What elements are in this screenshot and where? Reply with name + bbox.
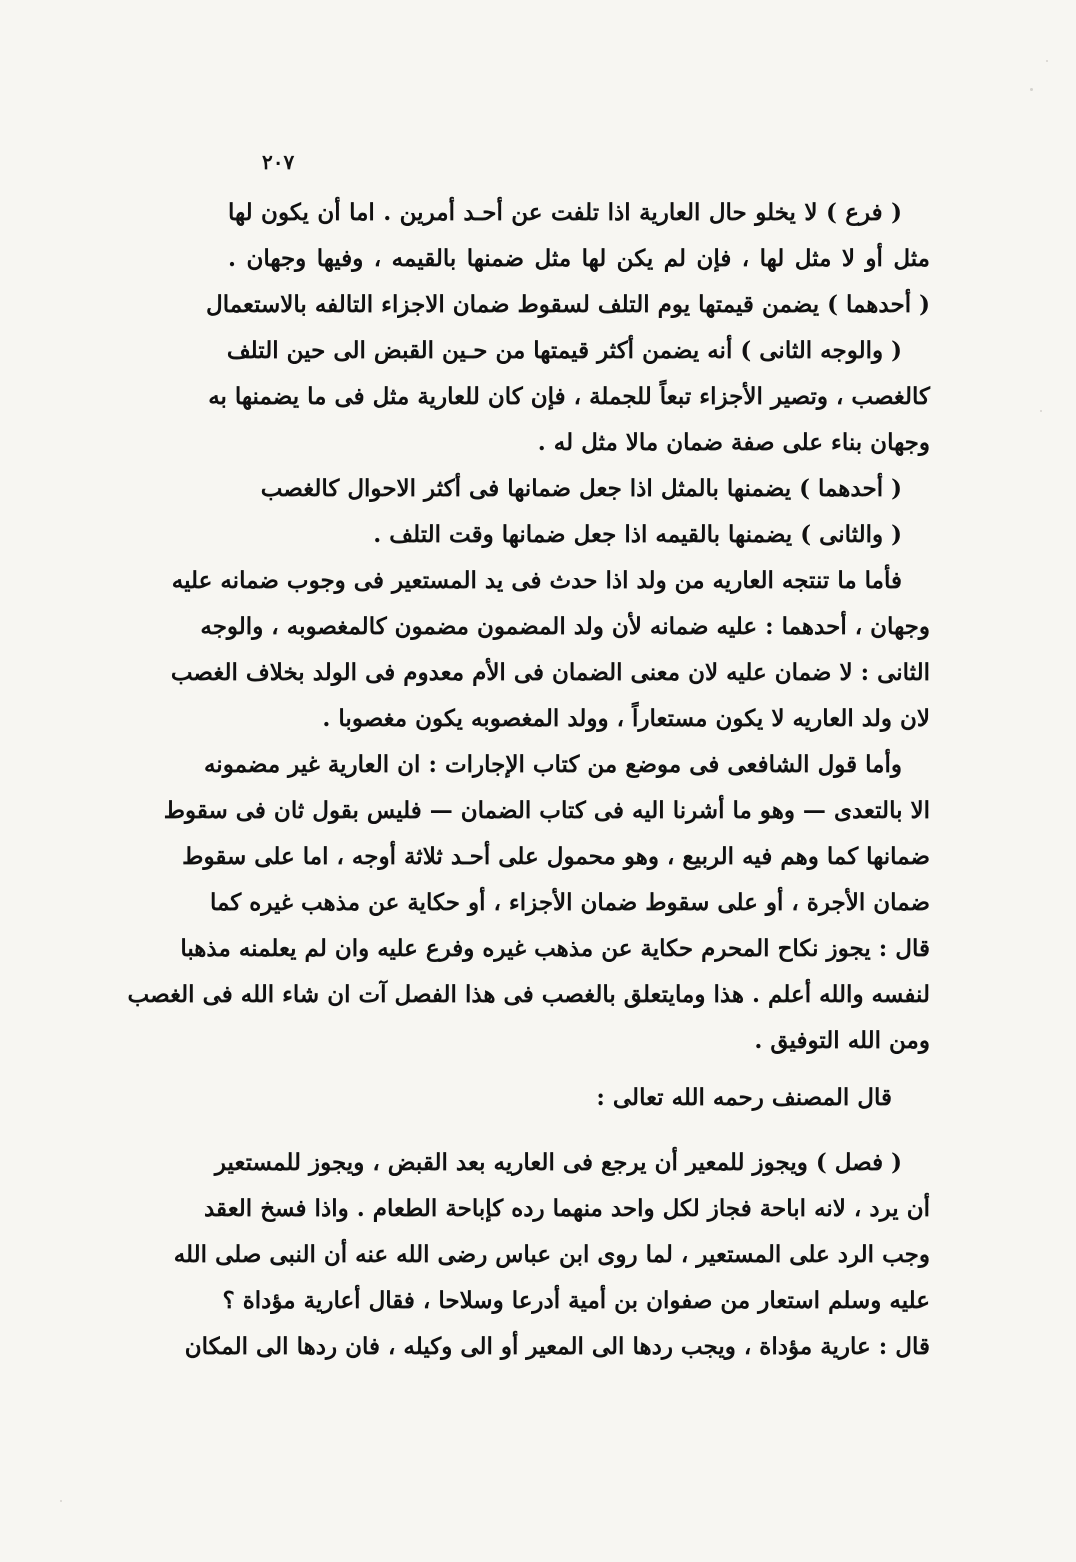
- text-line: ( أحدهما ) يضمن قيمتها يوم التلف لسقوط ضمان الاجزاء التالفه بالاستعمال: [205, 291, 930, 318]
- paper-speck: [1046, 60, 1048, 62]
- text-line: ( فصل ) ويجوز للمعير أن يرجع فى العاريه بعد القبض ، ويجوز للمستعير: [214, 1149, 902, 1176]
- paper-speck: [1030, 88, 1033, 91]
- text-line: أن يرد ، لانه اباحة فجاز لكل واحد منهما رده كإباحة الطعام . واذا فسخ العقد: [203, 1195, 930, 1222]
- text-line: ومن الله التوفيق .: [754, 1027, 930, 1054]
- text-line: عليه وسلم استعار من صفوان بن أمية أدرعا وسلاحا ، فقال أعارية مؤداة ؟: [222, 1287, 930, 1314]
- text-line: قال : يجوز نكاح المحرم حكاية عن مذهب غيره وفرع عليه وان لم يعلمنه مذهبا: [180, 935, 930, 962]
- text-line: لنفسه والله أعلم . هذا ومايتعلق بالغصب فى هذا الفصل آت ان شاء الله فى الغصب: [127, 981, 930, 1008]
- section-text: [173, 1140, 930, 1370]
- text-line: ( أحدهما ) يضمنها بالمثل اذا جعل ضمانها فى أكثر الاحوال كالغصب: [260, 475, 902, 502]
- paper-speck: [1040, 410, 1042, 412]
- text-line: قال : عارية مؤداة ، ويجب ردها الى المعير أو الى وكيله ، فان ردها الى المكان: [184, 1333, 930, 1360]
- paper-speck: [60, 1500, 62, 1502]
- text-line: الثانى : لا ضمان عليه لان معنى الضمان فى الأم معدوم فى الولد بخلاف الغصب: [170, 659, 930, 686]
- text-line: وجهان بناء على صفة ضمان مالا مثل له .: [537, 429, 930, 456]
- text-line: ضمان الأجرة ، أو على سقوط ضمان الأجزاء ، أو حكاية عن مذهب غيره كما: [209, 889, 930, 916]
- text-line: ضمانها كما وهم فيه الربيع ، وهو محمول على أحـد ثلاثة أوجه ، اما على سقوط: [182, 843, 930, 870]
- text-line: لان ولد العاريه لا يكون مستعاراً ، وولد المغصوبه يكون مغصوبا .: [322, 705, 930, 732]
- text-line: ( والثانى ) يضمنها بالقيمه اذا جعل ضمانها وقت التلف .: [373, 521, 902, 548]
- text-line: ( والوجه الثانى ) أنه يضمن أكثر قيمتها من حـين القبض الى حين التلف: [226, 337, 902, 364]
- text-line: ( فرع ) لا يخلو حال العارية اذا تلفت عن أحـد أمرين . اما أن يكون لها: [228, 199, 902, 226]
- section-heading: قال المصنف رحمه الله تعالى :: [596, 1084, 892, 1111]
- text-line: كالغصب ، وتصير الأجزاء تبعاً للجملة ، فإن كان للعارية مثل فى ما يضمنها به: [208, 383, 930, 410]
- text-line: فأما ما تنتجه العاريه من ولد اذا حدث فى يد المستعير فى وجوب ضمانه عليه: [171, 567, 902, 594]
- text-line: وأما قول الشافعى فى موضع من كتاب الإجارات : ان العارية غير مضمونه: [203, 751, 902, 778]
- text-line: وجهان ، أحدهما : عليه ضمانه لأن ولد المضمون مضمون كالمغصوبه ، والوجه: [200, 613, 930, 640]
- text-line: مثل أو لا مثل لها ، فإن لم يكن لها مثل ضمنها بالقيمه ، وفيها وجهان .: [228, 245, 930, 272]
- page-number: ٢٠٧: [262, 150, 295, 174]
- text-line: وجب الرد على المستعير ، لما روى ابن عباس رضى الله عنه أن النبى صلى الله: [173, 1241, 930, 1268]
- main-text: [127, 190, 930, 1064]
- text-line: الا بالتعدى — وهو ما أشرنا اليه فى كتاب الضمان — فليس بقول ثان فى سقوط: [163, 797, 930, 824]
